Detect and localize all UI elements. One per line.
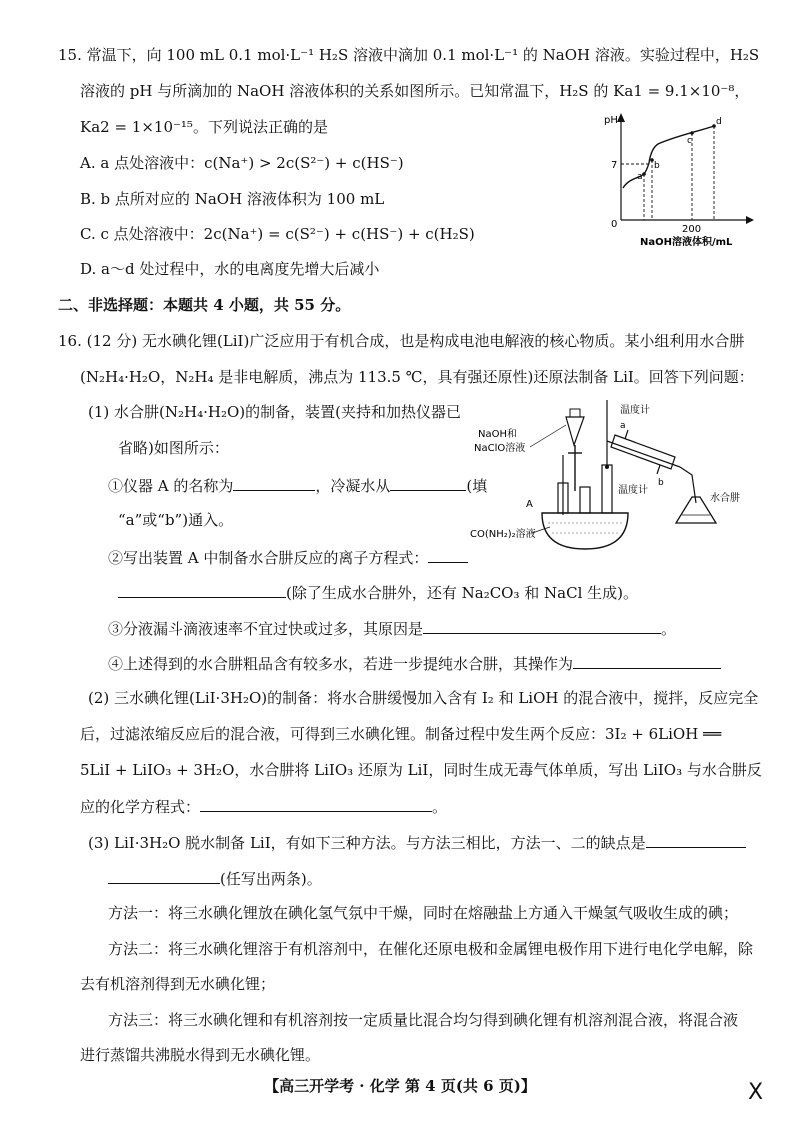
q15-stem-line-3: Ka2 = 1×10⁻¹⁵。下列说法正确的是 bbox=[80, 118, 328, 136]
q15-stem-line-2: 溶液的 pH 与所滴加的 NaOH 溶液体积的关系如图所示。已知常温下，H₂S 的 Ka1 = 9.1×10⁻⁸， bbox=[80, 82, 750, 100]
flask-a-label: A bbox=[526, 499, 533, 510]
sub1-text-b: ，冷凝水从 bbox=[315, 477, 391, 495]
q16-sub4-line bbox=[108, 655, 721, 672]
part2-text-b: 。 bbox=[432, 798, 448, 816]
q16-part2-line-4 bbox=[80, 798, 447, 815]
port-b-label: b bbox=[658, 478, 664, 488]
origin-label: 0 bbox=[611, 219, 618, 230]
x-axis-arrow bbox=[746, 216, 754, 224]
answer-blank-drip-reason[interactable] bbox=[423, 620, 661, 634]
sub3-text-b: 。 bbox=[661, 620, 677, 638]
condenser-port-b bbox=[657, 465, 660, 474]
q15-option-a: A. a 点处溶液中：c(Na⁺) > 2c(S²⁻) + c(HS⁻) bbox=[80, 154, 404, 172]
label-b: b bbox=[654, 161, 660, 171]
method-2-line-1: 方法二：将三水碘化锂溶于有机溶剂中，在催化还原电极和金属锂电极作用下进行电化学电解，除 bbox=[108, 940, 754, 958]
top-thermometer-label: 温度计 bbox=[620, 405, 650, 416]
sub1-text-a: ①仪器 A 的名称为 bbox=[108, 477, 234, 495]
q16-part1-line-1: (1) 水合肼(N₂H₄·H₂O)的制备，装置(夹持和加热仪器已 bbox=[88, 403, 461, 421]
funnel-stopper bbox=[570, 409, 580, 417]
part3-text-a: (3) LiI·3H₂O 脱水制备 LiI，有如下三种方法。与方法三相比，方法一、二的缺点是 bbox=[88, 834, 646, 852]
q15-stem-line-1: 15. 常温下，向 100 mL 0.1 mol·L⁻¹ H₂S 溶液中滴加 0.1 mol·L⁻¹ 的 NaOH 溶液。实验过程中，H₂S bbox=[58, 46, 760, 64]
answer-blank-purification[interactable] bbox=[573, 655, 721, 669]
separatory-funnel bbox=[566, 417, 584, 445]
answer-blank-liio3-equation[interactable] bbox=[200, 798, 432, 812]
point-c bbox=[690, 131, 694, 135]
corner-mark: X bbox=[748, 1080, 764, 1105]
sub1-text-c: (填 bbox=[466, 477, 488, 495]
part2-text-a: 应的化学方程式： bbox=[80, 798, 201, 816]
sub2-text-b: (除了生成水合肼外，还有 Na₂CO₃ 和 NaCl 生成)。 bbox=[286, 584, 638, 602]
y-axis-label: pH bbox=[604, 115, 618, 126]
y-axis-arrow bbox=[617, 113, 625, 122]
part3-text-b: (任写出两条)。 bbox=[220, 870, 322, 888]
sub4-text-a: ④上述得到的水合肼粗品含有较多水，若进一步提纯水合肼，其操作为 bbox=[108, 655, 574, 673]
q16-sub2-line-1 bbox=[108, 549, 468, 566]
q16-part1-line-2: 省略)如图所示： bbox=[118, 439, 229, 457]
q16-sub3-line bbox=[108, 620, 676, 637]
label-c: c bbox=[687, 136, 692, 146]
answer-blank-ionic-equation-1[interactable] bbox=[428, 549, 468, 563]
sub2-text-a: ②写出装置 A 中制备水合肼反应的离子方程式： bbox=[108, 549, 429, 567]
port-a-label: a bbox=[620, 421, 626, 431]
condenser-jacket bbox=[611, 435, 675, 469]
q15-option-d: D. a～d 处过程中，水的电离度先增大后减小 bbox=[80, 260, 380, 278]
x-tick-200: 200 bbox=[682, 224, 702, 235]
mid-thermometer-label: 温度计 bbox=[618, 485, 648, 496]
q16-sub1-line-2: “a”或“b”)通入。 bbox=[118, 511, 234, 529]
condenser-port-a bbox=[625, 430, 628, 439]
method-3-line-2: 进行蒸馏共沸脱水得到无水碘化锂。 bbox=[80, 1046, 321, 1064]
receiver-label: 水合肼 bbox=[710, 493, 740, 504]
q15-option-c: C. c 点处溶液中：2c(Na⁺) = c(S²⁻) + c(HS⁻) + c(H₂S) bbox=[80, 225, 475, 243]
method-1: 方法一：将三水碘化锂放在碘化氢气氛中干燥，同时在熔融盐上方通入干燥氢气吸收生成的碘； bbox=[108, 904, 739, 922]
point-a bbox=[642, 172, 646, 176]
q16-stem-line-1: 16. (12 分) 无水碘化锂(LiI)广泛应用于有机合成，也是构成电池电解液的核心物质。某小组利用水合肼 bbox=[58, 332, 745, 350]
thermometer-bulb bbox=[605, 465, 609, 469]
flask-a-body bbox=[542, 513, 628, 549]
reagent-leader bbox=[530, 425, 566, 447]
q16-sub2-line-2 bbox=[118, 584, 638, 601]
method-2-line-2: 去有机溶剂得到无水碘化锂； bbox=[80, 975, 276, 993]
q16-part2-line-1: (2) 三水碘化锂(LiI·3H₂O)的制备：将水合肼缓慢加入含有 I₂ 和 LiOH 的混合液中，搅拌，反应完全 bbox=[88, 689, 759, 707]
sub3-text-a: ③分液漏斗滴液速率不宜过快或过多，其原因是 bbox=[108, 620, 424, 638]
q16-part2-line-3: 5LiI + LiIO₃ + 3H₂O，水合肼将 LiIO₃ 还原为 LiI，同时生成无毒气体单质，写出 LiIO₃ 与水合肼反 bbox=[80, 761, 762, 779]
answer-blank-drawbacks-1[interactable] bbox=[646, 834, 746, 848]
method-3-line-1: 方法三：将三水碘化锂和有机溶剂按一定质量比混合均匀得到碘化锂有机溶剂混合液，将混合液 bbox=[108, 1011, 739, 1029]
flask-middle-neck bbox=[580, 487, 590, 513]
q16-part3-line-2 bbox=[108, 870, 322, 887]
x-axis-label: NaOH溶液体积/mL bbox=[640, 237, 733, 248]
reagent-label-2: NaClO溶液 bbox=[474, 443, 526, 454]
page-footer: 【高三开学考 · 化学 第 4 页(共 6 页)】 bbox=[264, 1077, 536, 1095]
flask-right-neck bbox=[602, 465, 612, 513]
q16-part2-line-2: 后，过滤浓缩反应后的混合液，可得到三水碘化锂。制备过程中发生两个反应：3I₂ + 6LiOH ══ bbox=[80, 725, 722, 743]
q16-stem-line-2: (N₂H₄·H₂O，N₂H₄ 是非电解质，沸点为 113.5 ℃，具有强还原性)还原法制备 LiI。回答下列问题： bbox=[80, 368, 754, 386]
label-a: a bbox=[637, 172, 643, 182]
ph-titration-curve-figure bbox=[596, 108, 766, 248]
answer-blank-instrument-name[interactable] bbox=[233, 477, 315, 491]
hydrazine-apparatus-diagram bbox=[470, 395, 770, 555]
answer-blank-ionic-equation-2[interactable] bbox=[118, 584, 286, 598]
y-tick-7: 7 bbox=[611, 160, 618, 171]
reagent-label-1: NaOH和 bbox=[478, 429, 517, 440]
answer-blank-drawbacks-2[interactable] bbox=[108, 870, 220, 884]
flask-solution-label: CO(NH₂)₂溶液 bbox=[470, 529, 536, 540]
label-d: d bbox=[716, 117, 722, 127]
answer-blank-water-inlet[interactable] bbox=[390, 477, 466, 491]
section-2-header: 二、非选择题：本题共 4 小题，共 55 分。 bbox=[58, 296, 351, 314]
q16-sub1-line bbox=[108, 477, 487, 494]
q16-part3-line-1 bbox=[88, 834, 746, 851]
q15-option-b: B. b 点所对应的 NaOH 溶液体积为 100 mL bbox=[80, 190, 385, 208]
